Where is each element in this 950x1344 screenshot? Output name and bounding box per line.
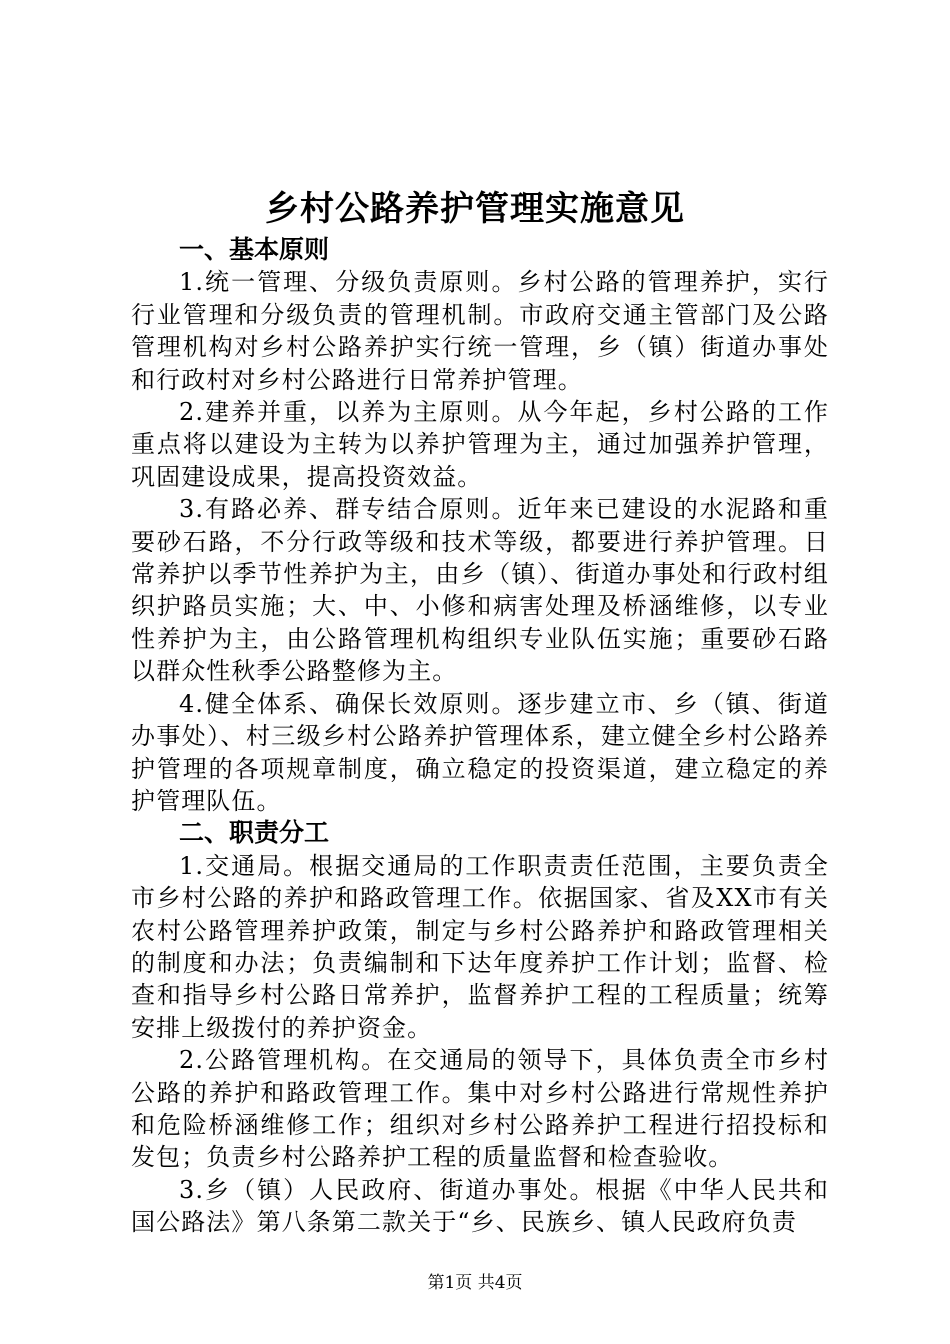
paragraph: 1.交通局。根据交通局的工作职责责任范围，主要负责全市乡村公路的养护和路政管理工作。依据国家、省及XX市有关农村公路管理养护政策，制定与乡村公路养护和路政管理相关的制度和办法；负责编制和下达年度养护工作计划；监督、检查和指导乡村公路日常养护，监督养护工程的工程质量；统筹安排上级拨付的养护资金。	[131, 851, 829, 1042]
document-title: 乡村公路养护管理实施意见	[265, 189, 685, 229]
page-number-footer: 第1页 共4页	[427, 1273, 523, 1293]
paragraph: 3.乡（镇）人民政府、街道办事处。根据《中华人民共和国公路法》第八条第二款关于“乡、民族乡、镇人民政府负责	[131, 1175, 829, 1237]
document-body	[131, 234, 829, 1239]
section-heading: 一、基本原则	[179, 235, 330, 264]
paragraph: 4.健全体系、确保长效原则。逐步建立市、乡（镇、街道办事处）、村三级乡村公路养护管理体系，建立健全乡村公路养护管理的各项规章制度，确立稳定的投资渠道，建立稳定的养护管理队伍。	[131, 689, 829, 815]
section-basic-principles	[131, 234, 829, 817]
section-heading: 二、职责分工	[179, 818, 330, 848]
section-responsibilities	[131, 817, 829, 1238]
paragraph: 3.有路必养、群专结合原则。近年来已建设的水泥路和重要砂石路，不分行政等级和技术等级，都要进行养护管理。日常养护以季节性养护为主，由乡（镇）、街道办事处和行政村组织护路员实施；大、中、小修和病害处理及桥涵维修，以专业性养护为主，由公路管理机构组织专业队伍实施；重要砂石路以群众性秋季公路整修为主。	[131, 495, 829, 686]
paragraph: 2.公路管理机构。在交通局的领导下，具体负责全市乡村公路的养护和路政管理工作。集中对乡村公路进行常规性养护和危险桥涵维修工作；组织对乡村公路养护工程进行招投标和发包；负责乡村公路养护工程的质量监督和检查验收。	[131, 1046, 829, 1172]
paragraph: 1.统一管理、分级负责原则。乡村公路的管理养护，实行行业管理和分级负责的管理机制。市政府交通主管部门及公路管理机构对乡村公路养护实行统一管理，乡（镇）街道办事处和行政村对乡村公路进行日常养护管理。	[131, 268, 829, 394]
paragraph: 2.建养并重，以养为主原则。从今年起，乡村公路的工作重点将以建设为主转为以养护管理为主，通过加强养护管理，巩固建设成果，提高投资效益。	[131, 398, 829, 491]
